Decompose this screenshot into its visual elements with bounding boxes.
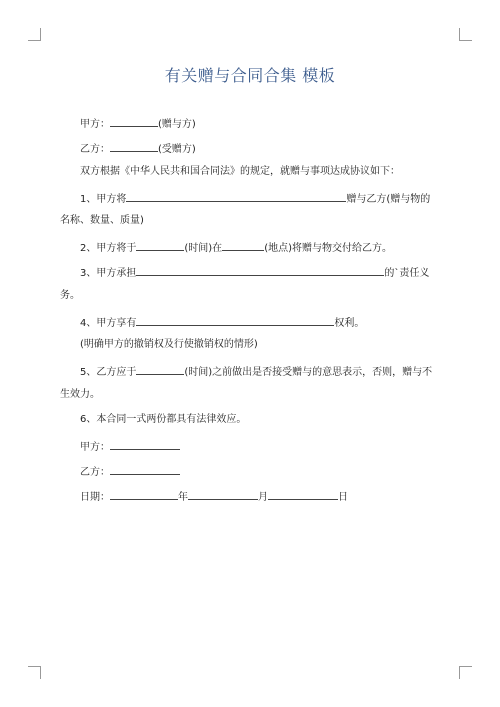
date-day-blank[interactable]	[268, 488, 338, 500]
party-a-label: 甲方：	[80, 119, 110, 130]
page-corner-mark	[28, 666, 41, 679]
clause-4-note: (明确甲方的撤销权及行使撤销权的情形)	[80, 339, 258, 350]
clause-2-prefix: 2、甲方将于	[80, 243, 137, 254]
clause-4-blank[interactable]	[136, 314, 334, 326]
clause-5-suffix: (时间)之前做出是否接受赠与的意思表示，否则，赠与不	[184, 367, 433, 378]
signature-party-b	[80, 463, 180, 480]
signature-party-a-label: 甲方：	[80, 442, 110, 453]
party-b-suffix: (受赠方)	[158, 144, 196, 155]
page-corner-mark	[28, 28, 41, 41]
clause-1-prefix: 1、甲方将	[80, 194, 127, 205]
clause-6: 6、本合同一式两份都具有法律效应。	[80, 414, 247, 425]
clause-3-continuation: 务。	[60, 290, 80, 301]
party-b-blank[interactable]	[110, 140, 158, 152]
clause-3-suffix: 的`责任义	[384, 268, 430, 279]
clause-1-continuation: 名称、数量、质量)	[60, 215, 144, 226]
clause-3	[80, 264, 429, 281]
date-year-blank[interactable]	[110, 488, 178, 500]
clause-4	[80, 314, 364, 331]
clause-3-prefix: 3、甲方承担	[80, 268, 137, 279]
signature-party-b-label: 乙方：	[80, 467, 110, 478]
party-a-line	[80, 115, 196, 132]
clause-2-time-blank[interactable]	[136, 239, 184, 251]
date-year-label: 年	[178, 492, 188, 503]
clause-2-mid2: (地点)将赠与物交付给乙方。	[264, 243, 392, 254]
clause-2-place-blank[interactable]	[222, 239, 264, 251]
intro-paragraph: 双方根据《中华人民共和国合同法》的规定，就赠与事项达成协议如下：	[80, 166, 400, 177]
clause-4-prefix: 4、甲方享有	[80, 318, 137, 329]
date-month-label: 月	[258, 492, 268, 503]
clause-1	[80, 190, 430, 207]
clause-5	[80, 363, 432, 380]
clause-5-prefix: 5、乙方应于	[80, 367, 137, 378]
party-b-label: 乙方：	[80, 144, 110, 155]
clause-1-blank[interactable]	[126, 190, 346, 202]
date-day-label: 日	[338, 492, 348, 503]
signature-party-a	[80, 438, 180, 455]
signature-party-a-blank[interactable]	[110, 438, 180, 450]
signature-party-b-blank[interactable]	[110, 463, 180, 475]
date-label: 日期：	[80, 492, 110, 503]
clause-1-suffix: 赠与乙方(赠与物的	[346, 194, 431, 205]
clause-3-blank[interactable]	[136, 264, 384, 276]
page-corner-mark	[459, 28, 472, 41]
date-month-blank[interactable]	[188, 488, 258, 500]
clause-2	[80, 239, 392, 256]
clause-4-suffix: 权利。	[334, 318, 365, 329]
document-title: 有关赠与合同合集 模板	[164, 66, 336, 85]
clause-5-continuation: 生效力。	[60, 389, 100, 400]
page-corner-mark	[459, 666, 472, 679]
party-b-line	[80, 140, 196, 157]
clause-2-mid1: (时间)在	[184, 243, 223, 254]
date-line	[80, 488, 348, 505]
party-a-blank[interactable]	[110, 115, 158, 127]
party-a-suffix: (赠与方)	[158, 119, 196, 130]
clause-5-time-blank[interactable]	[136, 363, 184, 375]
